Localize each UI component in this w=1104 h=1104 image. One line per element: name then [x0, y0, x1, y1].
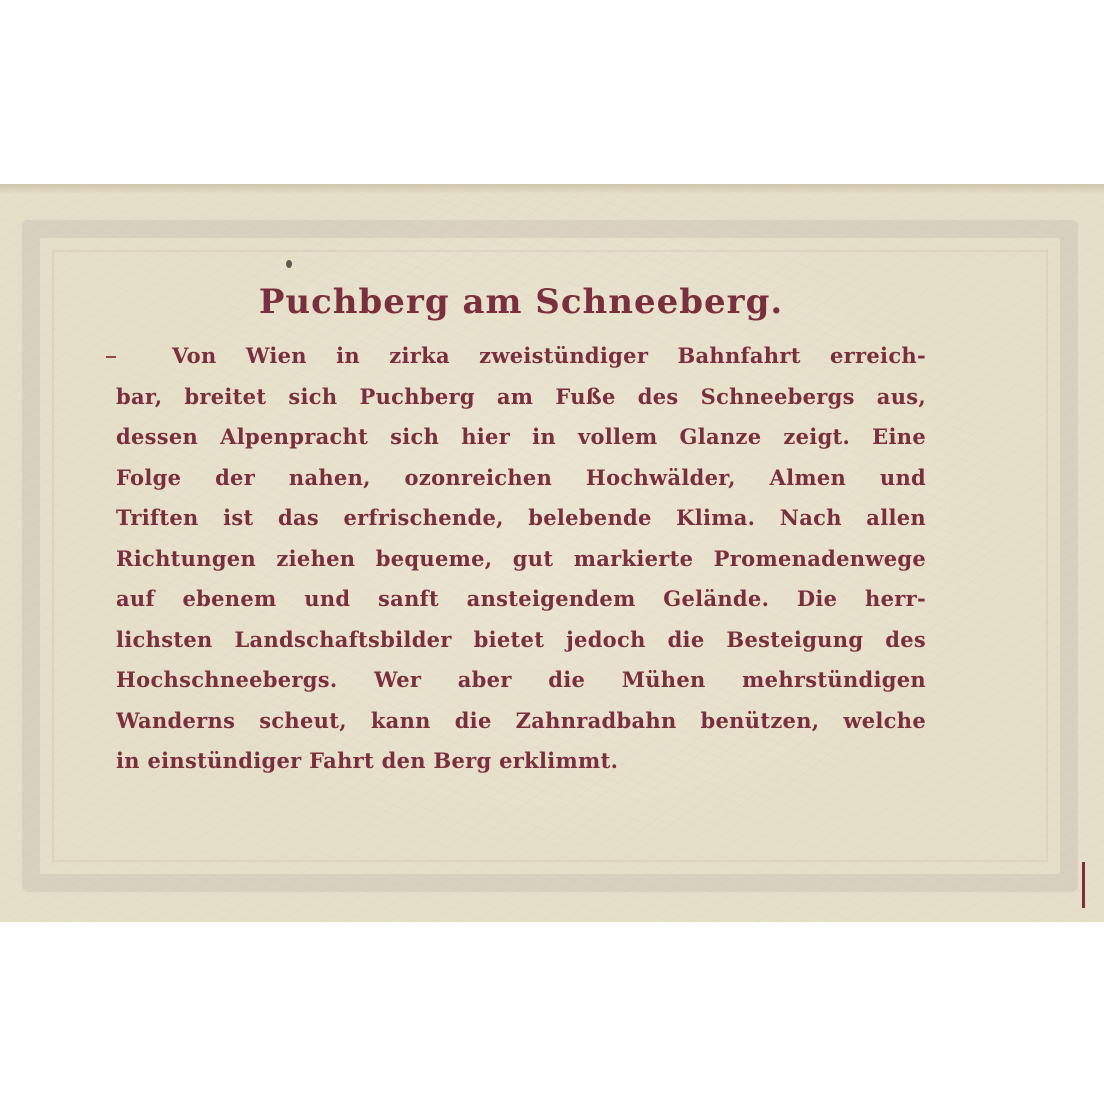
- text-line: Folge der nahen, ozonreichen Hochwälder, Almen und: [116, 464, 926, 490]
- text-line: dessen Alpenpracht sich hier in vollem Glanze zeigt. Eine: [116, 424, 926, 449]
- text-line: Wanderns scheut, kann die Zahnradbahn benützen, welche: [116, 707, 926, 733]
- text-line: auf ebenem und sanft ansteigendem Gelände. Die herr-: [116, 586, 926, 611]
- text-line: Von Wien in zirka zweistündiger Bahnfahrt erreich-: [172, 343, 926, 368]
- text-line: in einstündiger Fahrt den Berg erklimmt.: [116, 748, 619, 773]
- text-block: [116, 278, 926, 782]
- text-line: bar, breitet sich Puchberg am Fuße des Schneebergs aus,: [116, 383, 926, 409]
- text-line: Richtungen ziehen bequeme, gut markierte Promenadenwege: [116, 545, 926, 571]
- note-title: Puchberg am Schneeberg.: [258, 282, 784, 322]
- banknote-reverse: [0, 184, 1104, 922]
- text-line: Triften ist das erfrischende, belebende Klima. Nach allen: [116, 505, 926, 530]
- edge-mark: [1082, 862, 1085, 908]
- text-line: Hochschneebergs. Wer aber die Mühen mehrstündigen: [116, 667, 926, 692]
- top-edge-strip: [0, 184, 1104, 194]
- paper-stain: [286, 260, 292, 268]
- dash-mark: [106, 356, 116, 358]
- text-line: lichsten Landschaftsbilder bietet jedoch die Besteigung des: [116, 626, 926, 652]
